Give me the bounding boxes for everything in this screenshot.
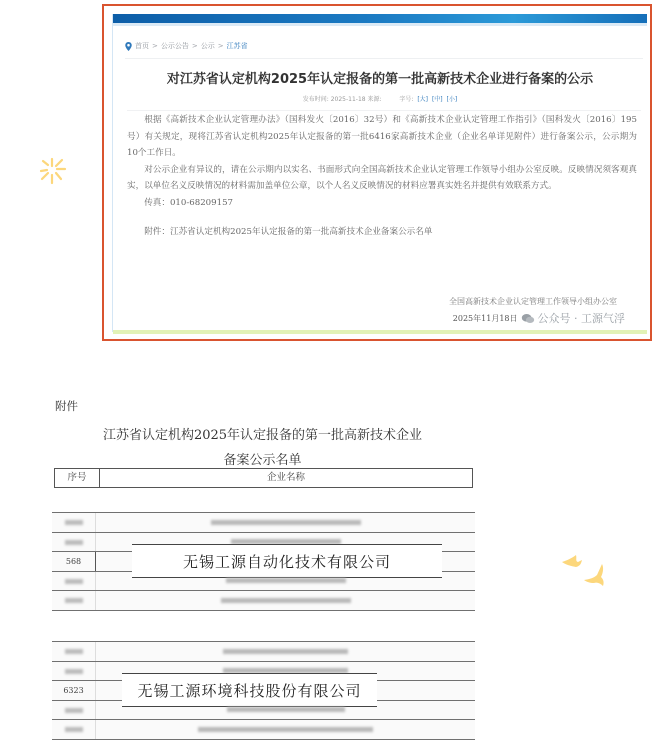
attachment-link[interactable]: 附件：江苏省认定机构2025年认定报备的第一批高新技术企业备案公示名单: [144, 227, 433, 237]
wechat-icon: [521, 313, 535, 324]
row-number: [52, 591, 96, 610]
row-number: 568: [52, 552, 96, 571]
fax-line: 传真：010-68209157: [144, 197, 234, 208]
font-size-small[interactable]: [小]: [446, 96, 458, 103]
publish-label: 发布时间:: [302, 96, 329, 103]
table-row: [52, 591, 475, 611]
footer-bar: [113, 330, 647, 334]
paragraph-objection: 对公示企业有异议的，请在公示期内以实名、书面形式向全国高新技术企业认定管理工作领导小组办公室反映。反映情况须客观真实，以单位名义反映情况的材料需加盖单位公章，以个人名义反映情况的材料应署真实姓名并提供有效联系方式。: [127, 164, 637, 191]
notice-title: 对江苏省认定机构2025年认定报备的第一批高新技术企业进行备案的公示: [166, 72, 594, 87]
font-size-label: 字号:: [399, 96, 414, 103]
paragraph-basis: 根据《高新技术企业认定管理办法》（国科发火〔2016〕32号）和《高新技术企业认定管理工作指引》（国科发火〔2016〕195号）有关规定，现将江苏省认定机构2025年认定报备的第一批6416家高新技术企业（企业名单详见附件）进行备案公示，公示期为10个工作日。: [127, 115, 637, 158]
table-excerpt-1: [52, 512, 475, 611]
row-number: [52, 642, 96, 661]
table-excerpt-2: [52, 641, 475, 740]
breadcrumb: [125, 41, 248, 51]
company-name-blurred: [96, 707, 475, 712]
source-label: 来源:: [367, 96, 382, 103]
sparkle-icon: [38, 157, 68, 185]
row-number: 6323: [52, 681, 96, 700]
watermark-text: 公众号 · 工源气浮: [537, 312, 625, 325]
row-number: [52, 662, 96, 681]
birds-icon: [560, 550, 615, 590]
site-header-bar: [113, 14, 647, 23]
row-number: [52, 701, 96, 720]
publish-date: 2025-11-18: [330, 96, 366, 103]
table-row: [52, 701, 475, 721]
attachment-title-line2: 备案公示名单: [223, 453, 302, 468]
breadcrumb-publicity[interactable]: 公示: [200, 42, 215, 50]
notice-body: [127, 112, 637, 241]
notice-meta: [113, 94, 647, 103]
header-underline: [113, 23, 647, 26]
notice-page: [112, 14, 647, 332]
column-header-company: 企业名称: [266, 472, 305, 483]
company-name-blurred: [96, 649, 475, 654]
divider: [127, 110, 641, 111]
row-number: [52, 533, 96, 552]
font-size-medium[interactable]: [中]: [431, 96, 443, 103]
row-number: [52, 572, 96, 591]
company-name-blurred: [96, 578, 475, 583]
attachment-title-line1: 江苏省认定机构2025年认定报备的第一批高新技术企业: [102, 428, 423, 443]
highlighted-company-name: 无锡工源自动化技术有限公司: [132, 544, 442, 578]
divider: [125, 58, 643, 59]
table-row: [52, 642, 475, 662]
font-size-large[interactable]: [大]: [417, 96, 429, 103]
breadcrumb-jiangsu[interactable]: 江苏省: [226, 42, 248, 50]
company-name-blurred: [96, 520, 475, 525]
highlighted-company-name: 无锡工源环境科技股份有限公司: [122, 673, 377, 707]
company-name-blurred: [96, 727, 475, 732]
table-row: [52, 513, 475, 533]
breadcrumb-separator: >: [152, 42, 158, 50]
column-header-no: 序号: [55, 469, 100, 487]
breadcrumb-home[interactable]: 首页: [135, 42, 149, 50]
company-name-blurred: [96, 598, 475, 603]
table-row-highlight: [52, 681, 475, 701]
attachment-label: 附件: [55, 399, 78, 413]
breadcrumb-announcements[interactable]: 公示公告: [160, 42, 189, 50]
table-row-highlight: [52, 552, 475, 572]
row-number: [52, 513, 96, 532]
table-row: [52, 720, 475, 740]
sign-date: 2025年11月18日: [452, 313, 518, 323]
breadcrumb-separator: >: [217, 42, 224, 50]
table-row: [52, 572, 475, 592]
row-number: [52, 720, 96, 739]
signature-office: 全国高新技术企业认定管理工作领导小组办公室: [449, 297, 617, 306]
sign-date-watermark: [453, 310, 625, 326]
table-header: [54, 468, 473, 488]
notice-screenshot-frame: [102, 4, 652, 341]
breadcrumb-separator: >: [191, 42, 198, 50]
location-pin-icon: [125, 42, 132, 51]
